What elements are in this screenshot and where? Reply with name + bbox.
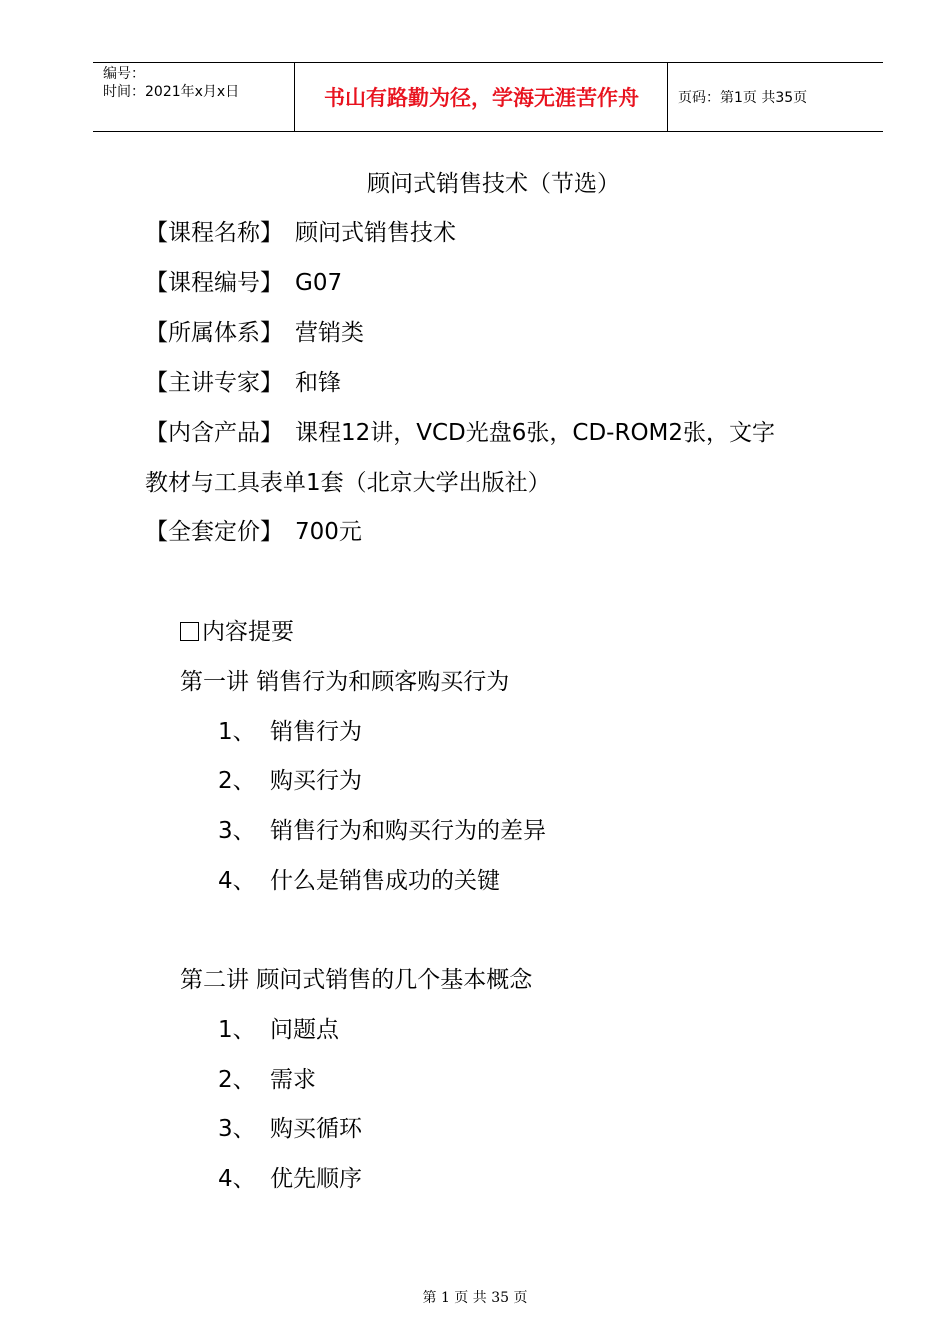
- field-course-code: [145, 268, 342, 298]
- number-label: 编号：: [103, 66, 145, 82]
- field-system: [145, 318, 364, 348]
- list-item-number: 1、: [218, 1017, 256, 1043]
- field-value: 700元: [295, 519, 362, 545]
- header-meta: [103, 65, 239, 101]
- lecture-title: 第一讲 销售行为和顾客购买行为: [180, 669, 510, 695]
- field-value: 和锋: [295, 370, 341, 396]
- time-label: 时间：2021年x月x日: [103, 84, 240, 100]
- document-title: 顾问式销售技术（节选）: [367, 171, 620, 197]
- list-item: 销售行为: [270, 719, 362, 745]
- list-item: 购买行为: [270, 768, 362, 794]
- field-value: 营销类: [295, 320, 364, 346]
- header-page-info: 页码：第1页 共35页: [678, 90, 808, 106]
- section-heading-text: 内容提要: [202, 619, 294, 645]
- list-item: 优先顺序: [270, 1166, 362, 1192]
- field-products: [145, 418, 775, 448]
- list-item: 问题点: [270, 1017, 339, 1043]
- list-item: 什么是销售成功的关键: [270, 868, 500, 894]
- field-course-name: [145, 218, 456, 248]
- section-heading: [180, 617, 294, 647]
- field-lecturer: [145, 368, 341, 398]
- field-value: 教材与工具表单1套（北京大学出版社）: [145, 470, 551, 496]
- list-item-number: 2、: [218, 1067, 256, 1093]
- field-label: 【全套定价】: [145, 519, 283, 545]
- field-label: 【主讲专家】: [145, 370, 283, 396]
- lecture-title: 第二讲 顾问式销售的几个基本概念: [180, 967, 533, 993]
- field-label: 【课程名称】: [145, 220, 283, 246]
- list-item-number: 3、: [218, 818, 256, 844]
- list-item: 需求: [270, 1067, 316, 1093]
- header-divider: [667, 63, 668, 131]
- field-products-continued: [145, 468, 551, 498]
- field-value: 课程12讲，VCD光盘6张，CD-ROM2张，文字: [295, 420, 776, 446]
- field-price: [145, 517, 362, 547]
- header-motto: 书山有路勤为径，学海无涯苦作舟: [324, 86, 639, 110]
- list-item: 购买循环: [270, 1116, 362, 1142]
- field-label: 【所属体系】: [145, 320, 283, 346]
- list-item-number: 3、: [218, 1116, 256, 1142]
- checkbox-icon: [180, 622, 199, 641]
- field-label: 【课程编号】: [145, 270, 283, 296]
- list-item-number: 4、: [218, 868, 256, 894]
- page-footer: 第 1 页 共 35 页: [422, 1290, 528, 1306]
- list-item-number: 4、: [218, 1166, 256, 1192]
- list-item-number: 1、: [218, 719, 256, 745]
- field-label: 【内含产品】: [145, 420, 283, 446]
- page-header: [93, 62, 883, 132]
- field-value: 顾问式销售技术: [295, 220, 456, 246]
- list-item: 销售行为和购买行为的差异: [270, 818, 546, 844]
- field-value: G07: [295, 270, 343, 296]
- list-item-number: 2、: [218, 768, 256, 794]
